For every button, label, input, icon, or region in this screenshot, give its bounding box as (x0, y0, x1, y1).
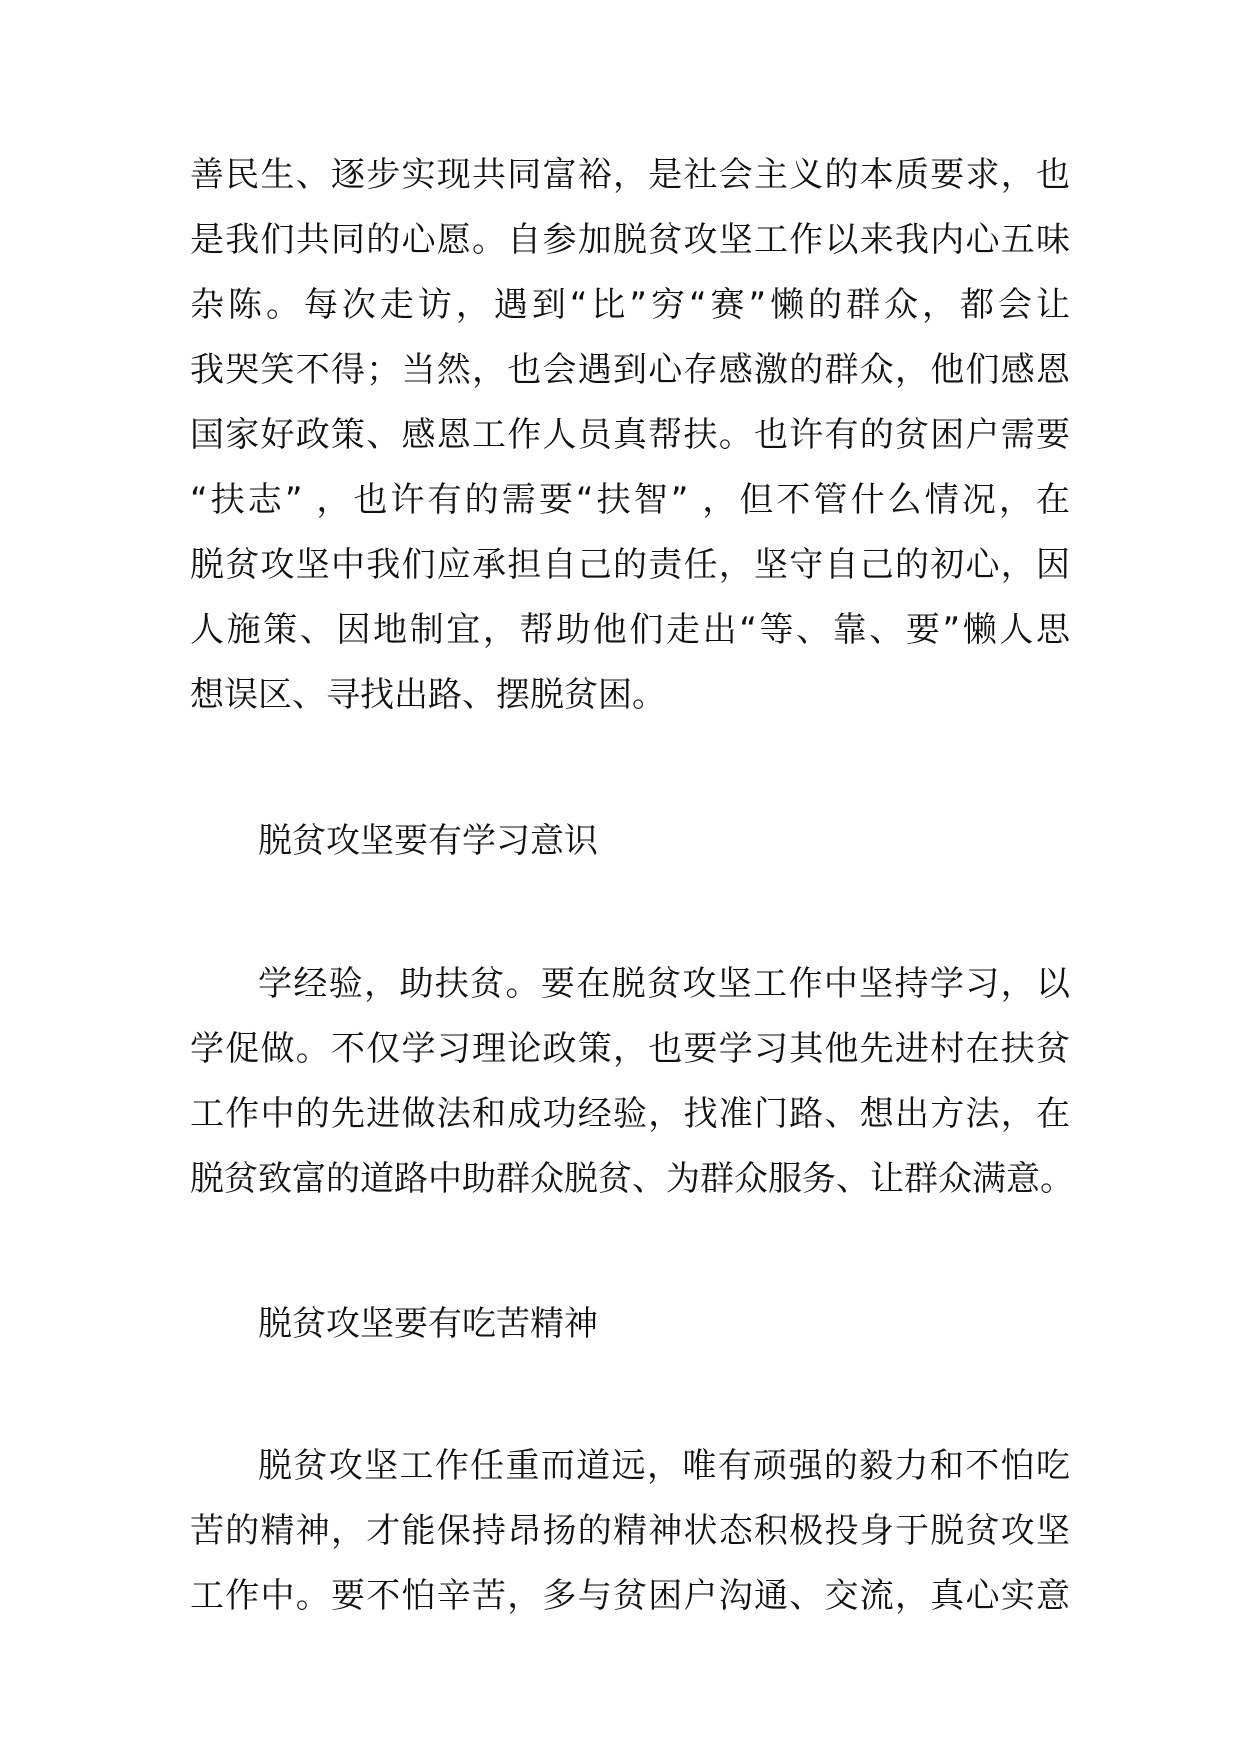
paragraph-line: 工作中。要不怕辛苦，多与贫困户沟通、交流，真心实意 (190, 1576, 1070, 1616)
paragraph-line: 学经验，助扶贫。要在脱贫攻坚工作中坚持学习，以 (258, 964, 1070, 1004)
section-heading: 脱贫攻坚要有吃苦精神 (258, 1304, 598, 1344)
paragraph-line: 人施策、因地制宜，帮助他们走出“等、靠、要”懒人思 (190, 610, 1070, 650)
paragraph-line: 国家好政策、感恩工作人员真帮扶。也许有的贫困户需要 (190, 415, 1070, 455)
paragraph-line: 杂陈。每次走访，遇到“比”穷“赛”懒的群众，都会让 (190, 285, 1070, 325)
paragraph-line: 脱贫致富的道路中助群众脱贫、为群众服务、让群众满意。 (190, 1159, 1074, 1199)
paragraph-line: “扶志” ，也许有的需要“扶智” ，但不管什么情况，在 (190, 480, 1070, 520)
section-heading: 脱贫攻坚要有学习意识 (258, 821, 598, 861)
paragraph-line: 是我们共同的心愿。自参加脱贫攻坚工作以来我内心五味 (190, 220, 1070, 260)
paragraph-line: 学促做。不仅学习理论政策，也要学习其他先进村在扶贫 (190, 1029, 1070, 1069)
paragraph-line: 善民生、逐步实现共同富裕，是社会主义的本质要求，也 (190, 155, 1070, 195)
paragraph-line: 想误区、寻找出路、摆脱贫困。 (190, 675, 666, 715)
paragraph-line: 脱贫攻坚工作任重而道远，唯有顽强的毅力和不怕吃 (258, 1446, 1070, 1486)
paragraph-line: 脱贫攻坚中我们应承担自己的责任，坚守自己的初心，因 (190, 545, 1070, 585)
paragraph-line: 工作中的先进做法和成功经验，找准门路、想出方法，在 (190, 1094, 1070, 1134)
paragraph-line: 苦的精神，才能保持昂扬的精神状态积极投身于脱贫攻坚 (190, 1511, 1070, 1551)
paragraph-line: 我哭笑不得；当然，也会遇到心存感激的群众，他们感恩 (190, 350, 1070, 390)
